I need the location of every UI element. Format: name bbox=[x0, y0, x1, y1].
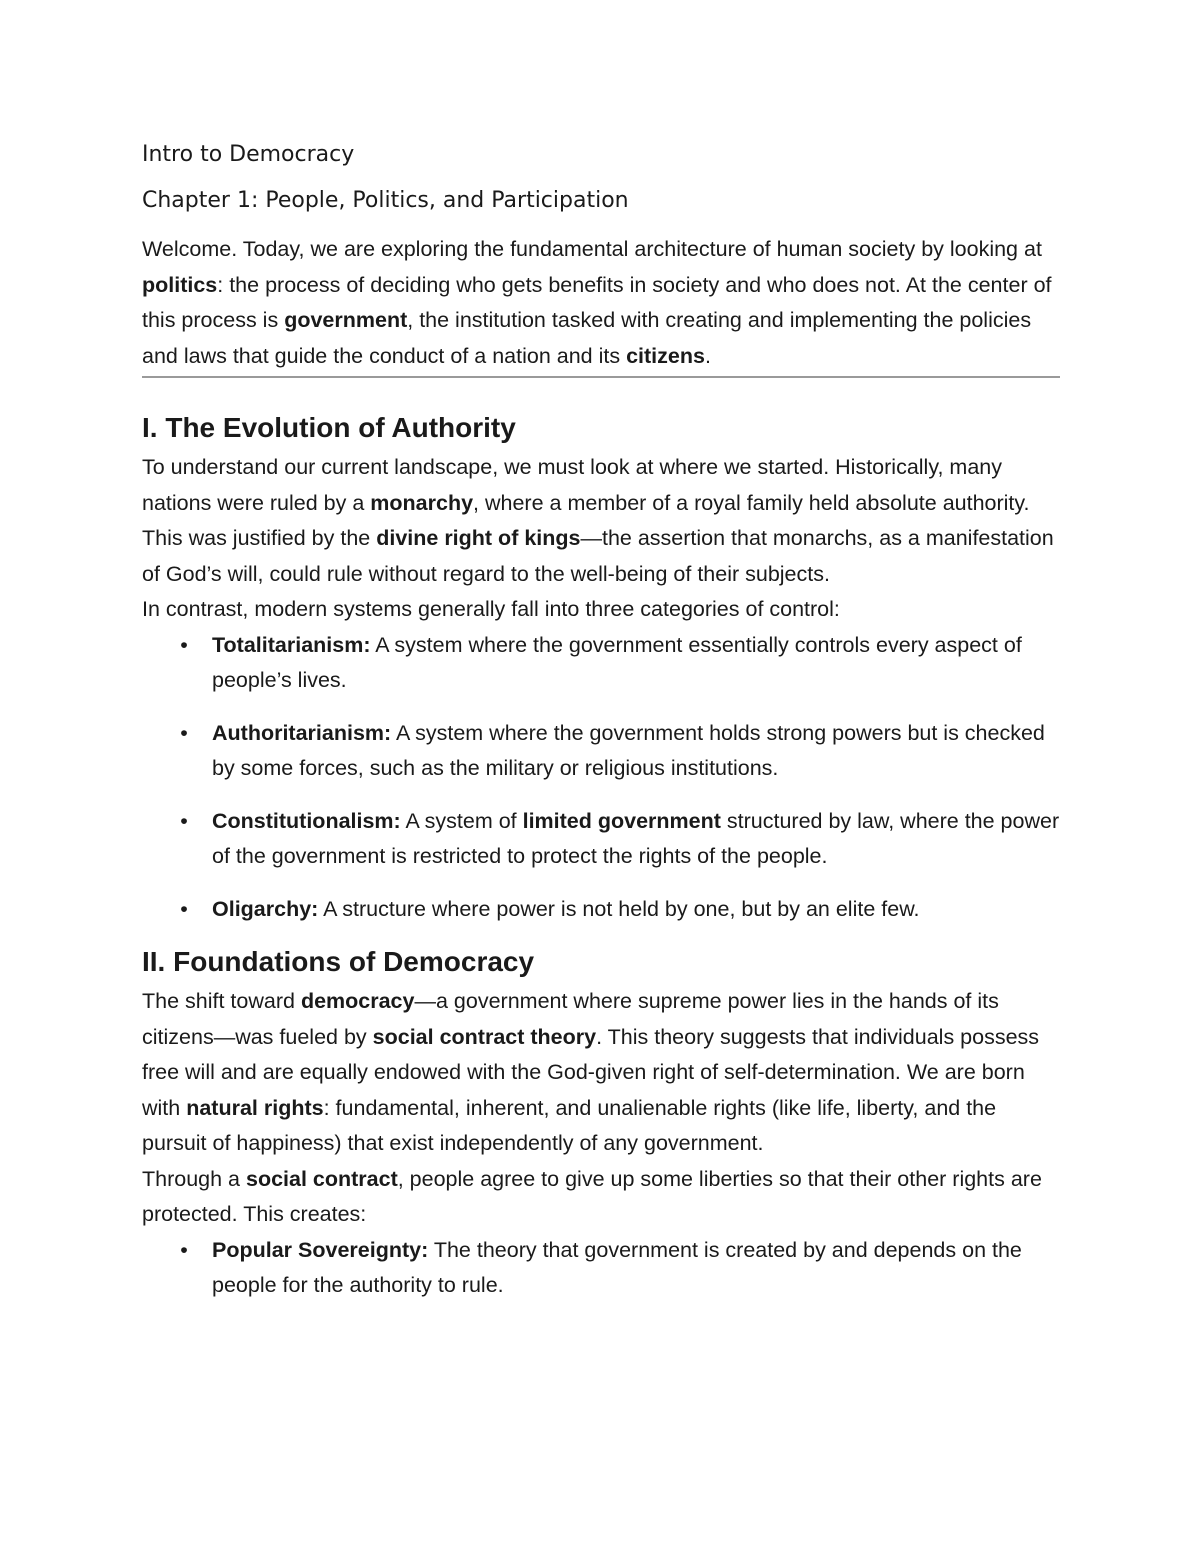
term-government: government bbox=[284, 308, 408, 332]
s2p1-text-1: The shift toward bbox=[142, 989, 301, 1013]
s2p1-text-4: : fundamental, inherent, and unalienable rights (like life, liberty, and the pursuit of happiness) that exist independently of any government. bbox=[142, 1095, 997, 1155]
bullet-term: Oligarchy: bbox=[212, 896, 319, 921]
bullet-term-2: limited government bbox=[522, 808, 721, 833]
intro-text-4: . bbox=[704, 343, 711, 368]
bullet-icon: • bbox=[180, 632, 188, 657]
term-democracy: democracy bbox=[300, 989, 415, 1013]
s1p1-text-2: , where a member of a royal family held absolute authority. This was justified by the bbox=[142, 490, 1030, 550]
term-social-contract-theory: social contract theory bbox=[372, 1024, 597, 1049]
bullet-text: A system where the government holds strong powers but is checked by some forces, such as the military or religious institutions. bbox=[212, 720, 1045, 780]
list-item bbox=[142, 892, 1060, 928]
section-1-bullet-list bbox=[142, 628, 1060, 928]
term-social-contract: social contract bbox=[245, 1166, 398, 1191]
bullet-icon: • bbox=[180, 896, 188, 921]
list-item bbox=[142, 1233, 1060, 1304]
s2p1-text-2: —a government where supreme power lies in the hands of its citizens—was fueled by bbox=[142, 989, 999, 1049]
section-2-paragraph-2 bbox=[142, 1162, 1060, 1233]
s2p2-text-2: , people agree to give up some liberties so that their other rights are protected. This creates: bbox=[142, 1166, 1042, 1226]
list-item bbox=[142, 628, 1060, 699]
intro-text-3: , the institution tasked with creating and implementing the policies and laws that guide the conduct of a nation and its bbox=[142, 308, 1032, 368]
chapter-title: Chapter 1: People, Politics, and Participation bbox=[142, 188, 629, 213]
document-title: Intro to Democracy bbox=[142, 142, 355, 167]
term-divine-right: divine right of kings bbox=[376, 526, 581, 550]
s1p1-text-3: —the assertion that monarchs, as a manifestation of God’s will, could rule without regard to the well-being of their subjects. bbox=[142, 526, 1054, 586]
bullet-term: Totalitarianism: bbox=[212, 632, 371, 657]
intro-text-1: Welcome. Today, we are exploring the fundamental architecture of human society by looking at bbox=[142, 237, 1042, 261]
list-item bbox=[142, 716, 1060, 787]
bullet-text: A system where the government essentially controls every aspect of people’s lives. bbox=[212, 632, 1022, 692]
intro-paragraph bbox=[142, 232, 1060, 378]
intro-text-2: : the process of deciding who gets benefits in society and who does not. At the center of this process is bbox=[142, 272, 1052, 332]
section-2-heading: II. Foundations of Democracy bbox=[142, 946, 535, 977]
section-2-paragraph-1 bbox=[142, 984, 1060, 1162]
bullet-text-2: structured by law, where the power of the government is restricted to protect the rights of the people. bbox=[212, 808, 1060, 868]
section-1-paragraph-2: In contrast, modern systems generally fall into three categories of control: bbox=[142, 597, 840, 621]
term-natural-rights: natural rights bbox=[186, 1095, 324, 1120]
s2p2-text-1: Through a bbox=[142, 1166, 246, 1191]
bullet-term: Authoritarianism: bbox=[212, 720, 392, 745]
bullet-text: A system of bbox=[400, 808, 523, 833]
bullet-icon: • bbox=[180, 1237, 188, 1262]
bullet-text: The theory that government is created by and depends on the people for the authority to rule. bbox=[212, 1237, 1022, 1297]
s2p1-text-3: . This theory suggests that individuals possess free will and are equally endowed with the God-given right of self-determination. We are born with bbox=[142, 1024, 1040, 1120]
bullet-term: Popular Sovereignty: bbox=[212, 1237, 429, 1262]
bullet-icon: • bbox=[180, 808, 188, 833]
section-1-paragraph-1 bbox=[142, 450, 1060, 592]
list-item bbox=[142, 804, 1060, 875]
term-politics: politics bbox=[142, 272, 218, 297]
s1p1-text-1: To understand our current landscape, we must look at where we started. Historically, many nations were ruled by a bbox=[142, 455, 1002, 515]
term-citizens: citizens bbox=[626, 343, 705, 368]
section-2-bullet-list bbox=[142, 1233, 1060, 1304]
bullet-text: A structure where power is not held by one, but by an elite few. bbox=[318, 896, 920, 921]
section-1-heading: I. The Evolution of Authority bbox=[142, 412, 516, 443]
bullet-term: Constitutionalism: bbox=[212, 808, 401, 833]
bullet-icon: • bbox=[180, 720, 188, 745]
term-monarchy: monarchy bbox=[370, 490, 474, 515]
